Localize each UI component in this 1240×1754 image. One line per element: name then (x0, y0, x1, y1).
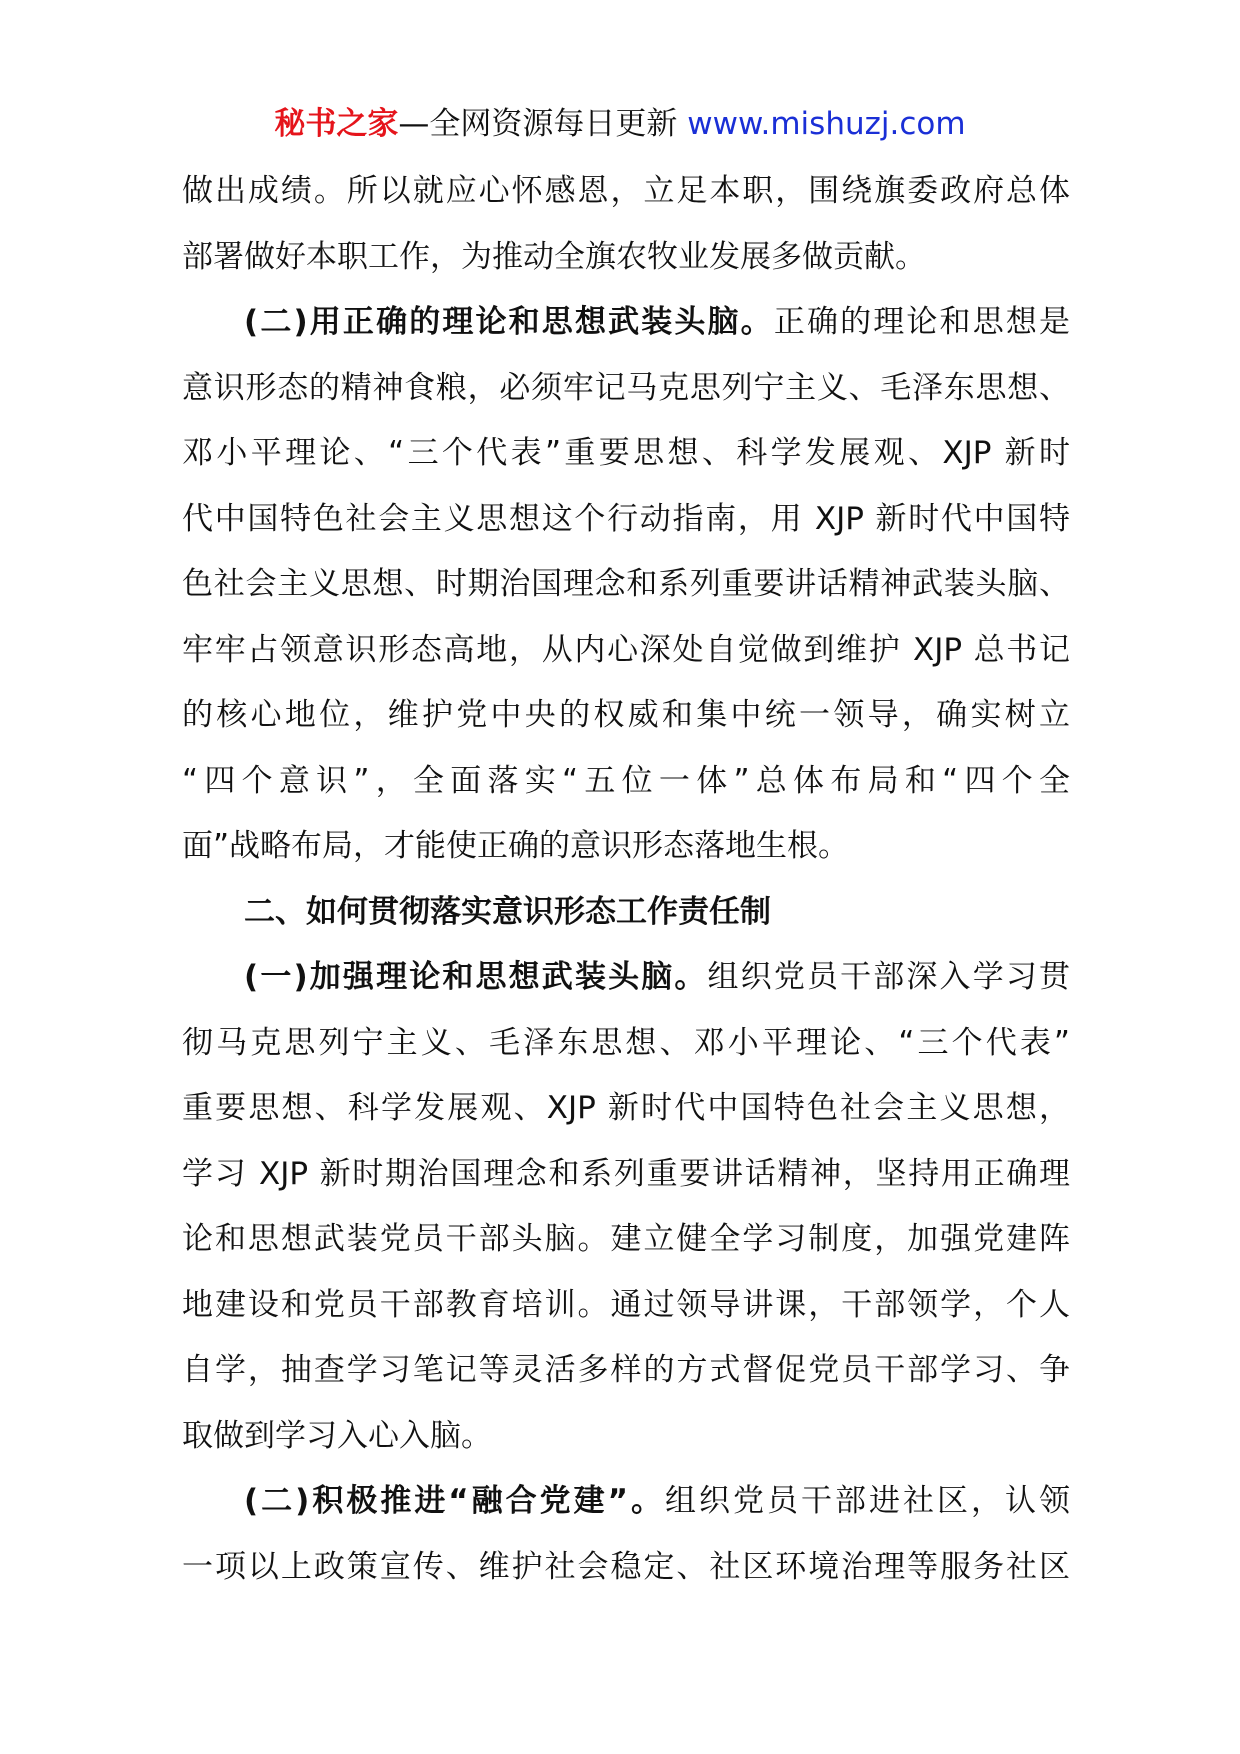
text-line (182, 1469, 1070, 1535)
text-line: 牢牢占领意识形态高地，从内心深处自觉做到维护 XJP 总书记 (182, 631, 1070, 668)
paragraph-lead: (二)积极推进“融合党建”。 (244, 1483, 666, 1519)
text-line: 彻马克思列宁主义、毛泽东思想、邓小平理论、“三个代表” (182, 1024, 1070, 1061)
paragraph-lead: (二)用正确的理论和思想武装头脑。 (244, 304, 774, 340)
text-line: 学习 XJP 新时期治国理念和系列重要讲话精神，坚持用正确理 (182, 1155, 1070, 1192)
paragraph (182, 290, 1070, 880)
paragraph (182, 945, 1070, 1469)
header-url: www.mishuzj.com (687, 106, 966, 142)
header-brand: 秘书之家 (274, 106, 399, 142)
text-line: 地建设和党员干部教育培训。通过领导讲课，干部领学，个人 (182, 1286, 1070, 1323)
header-tagline: —全网资源每日更新 (398, 106, 688, 142)
text-line: 论和思想武装党员干部头脑。建立健全学习制度，加强党建阵 (182, 1221, 1070, 1257)
text-line: 取做到学习入心入脑。 (182, 1417, 492, 1454)
text-span: 组织党员干部深入学习贯 (707, 959, 1070, 995)
document-body (182, 159, 1070, 1600)
text-line: “四个意识”，全面落实“五位一体”总体布局和“四个全 (182, 762, 1070, 799)
text-line: 的核心地位，维护党中央的权威和集中统一领导，确实树立 (182, 697, 1070, 733)
text-line: 面”战略布局，才能使正确的意识形态落地生根。 (182, 828, 850, 864)
paragraph (182, 1469, 1070, 1600)
text-line: 自学，抽查学习笔记等灵活多样的方式督促党员干部学习、争 (182, 1352, 1070, 1388)
page-header (0, 100, 1240, 148)
section-heading (182, 880, 1070, 946)
text-line: 代中国特色社会主义思想这个行动指南，用 XJP 新时代中国特 (182, 500, 1070, 537)
text-line: 重要思想、科学发展观、XJP 新时代中国特色社会主义思想， (182, 1090, 1070, 1126)
paragraph (182, 159, 1070, 290)
text-line: 部署做好本职工作，为推动全旗农牧业发展多做贡献。 (182, 238, 926, 275)
text-line (182, 290, 1070, 356)
text-span: 正确的理论和思想是 (773, 304, 1070, 340)
section-heading-text: 二、如何贯彻落实意识形态工作责任制 (244, 893, 771, 930)
text-line: 意识形态的精神食粮，必须牢记马克思列宁主义、毛泽东思想、 (182, 369, 1070, 406)
text-line: 一项以上政策宣传、维护社会稳定、社区环境治理等服务社区 (182, 1548, 1070, 1585)
text-line (182, 945, 1070, 1011)
text-line: 色社会主义思想、时期治国理念和系列重要讲话精神武装头脑、 (182, 566, 1070, 602)
text-line: 做出成绩。所以就应心怀感恩，立足本职，围绕旗委政府总体 (182, 173, 1070, 209)
text-span: 组织党员干部进社区，认领 (665, 1483, 1070, 1519)
paragraph-lead: (一)加强理论和思想武装头脑。 (244, 959, 708, 995)
text-line: 邓小平理论、“三个代表”重要思想、科学发展观、XJP 新时 (182, 435, 1070, 471)
